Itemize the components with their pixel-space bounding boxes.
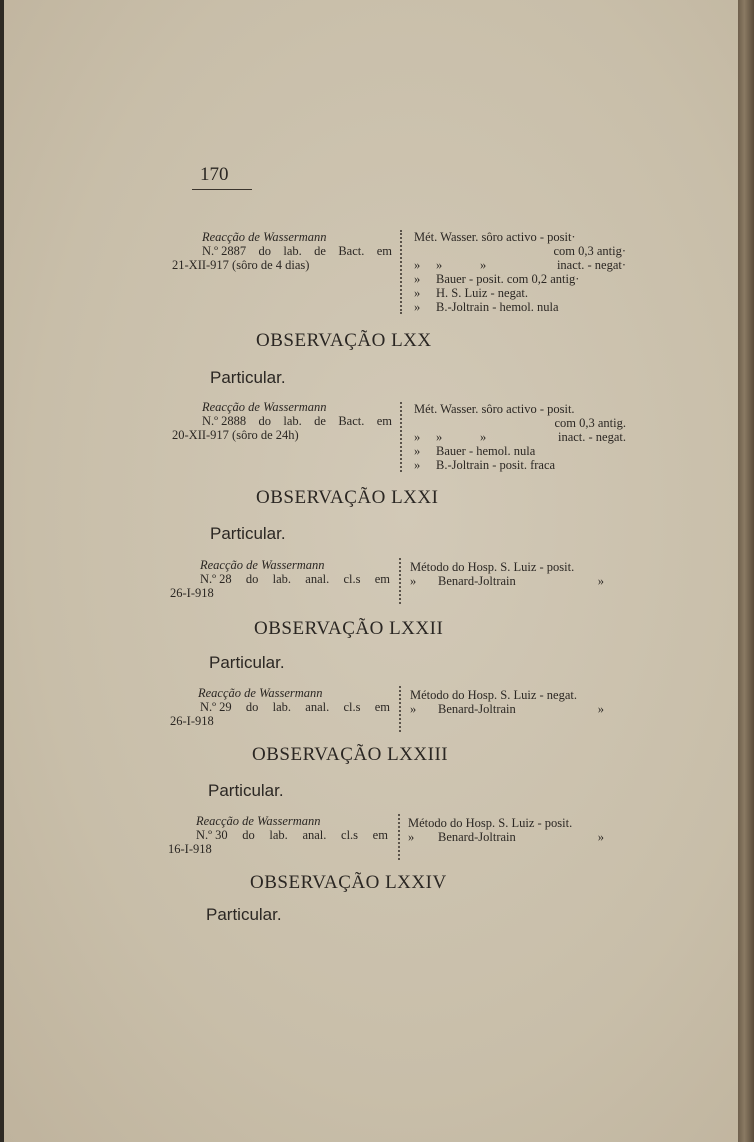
result-line: » Benard-Joltrain »	[410, 702, 604, 716]
ditto-mark: »	[410, 574, 417, 588]
date-line: 20-XII-917 (sôro de 24h)	[172, 428, 299, 442]
ditto-mark: »	[597, 702, 604, 716]
reaction-reference	[172, 400, 392, 442]
reaction-title: Reacção de Wassermann	[202, 400, 327, 414]
observation-heading: OBSERVAÇÃO LXXIV	[250, 872, 447, 893]
column-divider	[399, 686, 401, 732]
result-line: com 0,3 antig.	[554, 416, 626, 430]
ditto-mark: »	[597, 574, 604, 588]
ditto-mark: »	[436, 430, 443, 444]
date-line: 16-I-918	[168, 842, 212, 856]
result-line: » Bauer - hemol. nula	[414, 444, 536, 458]
ditto-mark: »	[408, 830, 415, 844]
column-divider	[398, 814, 400, 860]
page-number: 170	[200, 164, 229, 185]
date-line: 26-I-918	[170, 714, 214, 728]
reaction-reference	[170, 686, 390, 728]
result-line: com 0,3 antig·	[553, 244, 626, 258]
observation-subheading: Particular.	[209, 653, 285, 672]
reaction-title: Reacção de Wassermann	[200, 558, 325, 572]
ditto-mark: »	[414, 444, 421, 458]
lab-number-line: N.º 29 do lab. anal. cl.s em	[200, 700, 390, 714]
observation-subheading: Particular.	[210, 368, 286, 387]
method-results	[408, 816, 620, 844]
observation-subheading: Particular.	[206, 905, 282, 924]
lab-number-line: N.º 28 do lab. anal. cl.s em	[200, 572, 390, 586]
method-results	[414, 402, 626, 472]
result-line: » B.-Joltrain - hemol. nula	[414, 300, 559, 314]
lab-number-line: N.º 30 do lab. anal. cl.s em	[196, 828, 388, 842]
lab-number-line: N.º 2887 do lab. de Bact. em	[202, 244, 392, 258]
ditto-mark: »	[414, 272, 421, 286]
ditto-mark: »	[414, 300, 421, 314]
reaction-reference	[172, 230, 392, 272]
method-results	[414, 230, 626, 314]
reaction-title: Reacção de Wassermann	[198, 686, 323, 700]
reaction-title: Reacção de Wassermann	[202, 230, 327, 244]
date-line: 21-XII-917 (sôro de 4 dias)	[172, 258, 310, 272]
observation-heading: OBSERVAÇÃO LXXIII	[252, 744, 449, 765]
result-line: Método do Hosp. S. Luiz - posit.	[410, 560, 575, 574]
method-results	[410, 560, 622, 588]
ditto-mark: »	[436, 258, 443, 272]
result-line: » » » inact. - negat.	[414, 430, 626, 444]
result-line: » » » inact. - negat·	[414, 258, 626, 272]
ditto-mark: »	[414, 258, 421, 272]
result-line: » B.-Joltrain - posit. fraca	[414, 458, 556, 472]
result-line: » H. S. Luiz - negat.	[414, 286, 528, 300]
column-divider	[399, 558, 401, 604]
ditto-mark: »	[414, 430, 421, 444]
reaction-reference	[168, 814, 388, 856]
result-line: » Bauer - posit. com 0,2 antig·	[414, 272, 580, 286]
ditto-mark: »	[480, 430, 487, 444]
ditto-mark: »	[414, 458, 421, 472]
method-results	[410, 688, 622, 716]
lab-number-line: N.º 2888 do lab. de Bact. em	[202, 414, 392, 428]
result-line: » Benard-Joltrain »	[410, 574, 604, 588]
observation-heading: OBSERVAÇÃO LXXI	[256, 487, 439, 508]
column-divider	[400, 402, 402, 472]
observation-heading: OBSERVAÇÃO LXXII	[254, 618, 444, 639]
result-line: » Benard-Joltrain »	[408, 830, 604, 844]
result-line: Mét. Wasser. sôro activo - posit·	[414, 230, 576, 244]
ditto-mark: »	[597, 830, 604, 844]
result-line: Método do Hosp. S. Luiz - negat.	[410, 688, 577, 702]
ditto-mark: »	[410, 702, 417, 716]
column-divider	[400, 230, 402, 314]
book-page	[4, 0, 738, 1142]
result-line: Método do Hosp. S. Luiz - posit.	[408, 816, 573, 830]
ditto-mark: »	[414, 286, 421, 300]
date-line: 26-I-918	[170, 586, 214, 600]
page-number-rule	[192, 189, 252, 190]
result-line: Mét. Wasser. sôro activo - posit.	[414, 402, 575, 416]
reaction-reference	[170, 558, 390, 600]
observation-heading: OBSERVAÇÃO LXX	[256, 330, 432, 351]
reaction-title: Reacção de Wassermann	[196, 814, 321, 828]
book-edge	[738, 0, 754, 1142]
ditto-mark: »	[480, 258, 487, 272]
observation-subheading: Particular.	[208, 781, 284, 800]
observation-subheading: Particular.	[210, 524, 286, 543]
